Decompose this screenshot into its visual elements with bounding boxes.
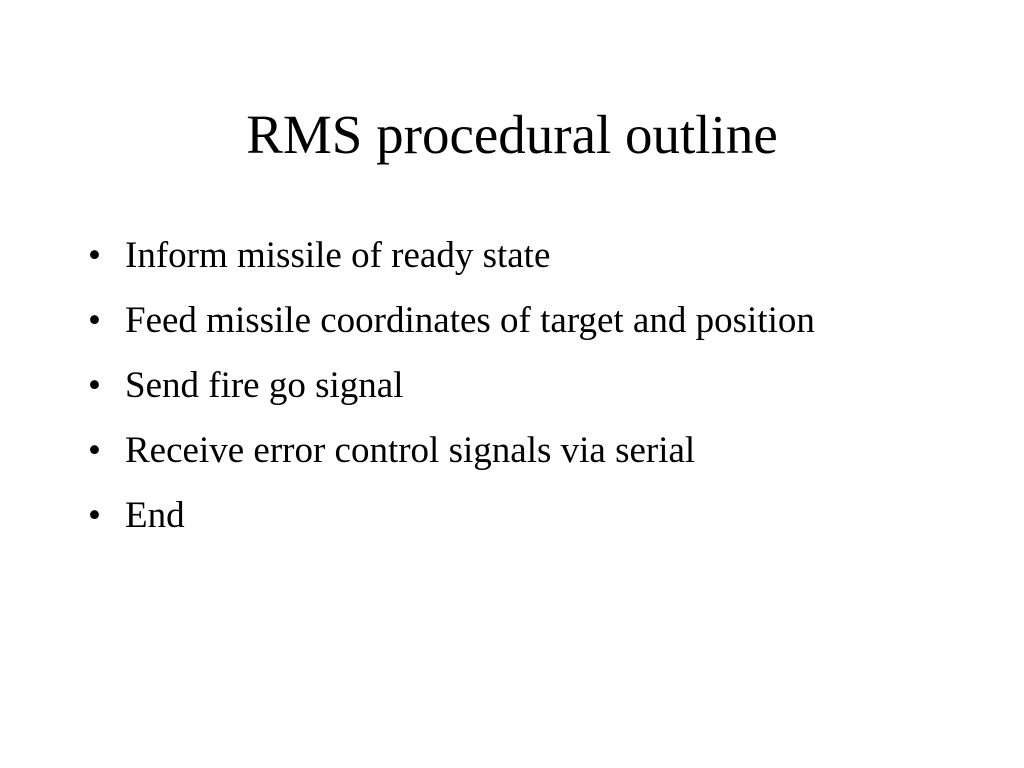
bullet-item-ready-state [88, 230, 868, 282]
bullet-text: End [125, 495, 185, 536]
bullet-icon: • [88, 495, 101, 536]
bullet-icon: • [88, 430, 101, 471]
bullet-item-coordinates [88, 295, 868, 347]
bullet-icon: • [88, 300, 101, 341]
bullet-item-fire-signal [88, 360, 868, 412]
slide-title: RMS procedural outline [246, 104, 778, 165]
bullet-icon: • [88, 365, 101, 406]
bullet-text: Send fire go signal [125, 365, 404, 406]
bullet-item-error-control [88, 425, 868, 477]
bullet-item-end [88, 490, 868, 542]
bullet-text: Feed missile coordinates of target and position [125, 300, 815, 341]
bullet-text: Inform missile of ready state [125, 235, 551, 276]
bullet-icon: • [88, 235, 101, 276]
bullet-list [88, 230, 868, 555]
bullet-text: Receive error control signals via serial [125, 430, 696, 471]
